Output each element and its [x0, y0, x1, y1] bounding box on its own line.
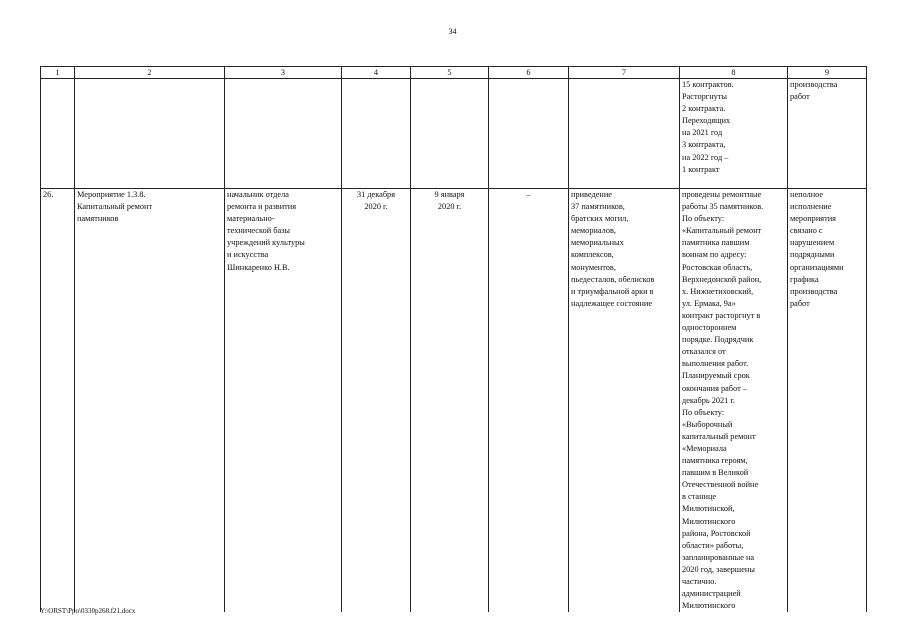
cell-responsible: начальник отдела ремонта и развития материально- технической базы учреждений культуры и искусства Шинкаренко Н.В. [225, 189, 342, 613]
cell-contracts-continued: 15 контрактов. Расторгнуты 2 контракта. Переходящих на 2021 год 3 контракта, на 2022 год – 1 контракт [680, 79, 788, 189]
page-number: 34 [448, 27, 457, 36]
cell-empty [225, 79, 342, 189]
column-header-9: 9 [788, 67, 867, 79]
column-header-1: 1 [41, 67, 75, 79]
cell-empty [569, 79, 680, 189]
column-header-3: 3 [225, 67, 342, 79]
cell-row-number: 26. [41, 189, 75, 613]
cell-empty [75, 79, 225, 189]
cell-empty [411, 79, 489, 189]
cell-col6: – [489, 189, 569, 613]
column-header-5: 5 [411, 67, 489, 79]
cell-problems: неполное исполнение мероприятия связано с нарушением подрядными организациями графика производства работ [788, 189, 867, 613]
column-header-8: 8 [680, 67, 788, 79]
cell-fact-date: 9 января 2020 г. [411, 189, 489, 613]
column-header-4: 4 [342, 67, 411, 79]
column-header-7: 7 [569, 67, 680, 79]
cell-plan-date: 31 декабря 2020 г. [342, 189, 411, 613]
table-row-continued [41, 79, 867, 189]
footer-file-path: Y:\ORST\Ppo\0330p268.f21.docx [40, 607, 136, 615]
header-row [41, 67, 867, 79]
cell-expected-result: приведение 37 памятников, братских могил, мемориалов, мемориальных комплексов, монументов, пьедесталов, обелисков и триумфальной арки в надлежащее состояние [569, 189, 680, 613]
cell-problems-continued: производства работ [788, 79, 867, 189]
cell-actual-result: проведены ремонтные работы 35 памятников. По объекту: «Капитальный ремонт памятника павшим воинам по адресу: Ростовская область, Верхнедонской район, х. Нижнетиховский, ул. Ермака, 9а» контракт расторгнут в одностороннем порядке. Подрядчик отказался от выполнения работ. Планируемый срок окончания работ – декабрь 2021 г. По объекту: «Выборочный капитальный ремонт «Мемориала памятника героям, павшим в Великой Отечественной войне в станице Милютинской, Милютинского района, Ростовской области» работы, запланированные на 2020 год, завершены частично. администрацией Милютинского [680, 189, 788, 613]
cell-empty [489, 79, 569, 189]
cell-activity-name: Мероприятие 1.3.8. Капитальный ремонт памятников [75, 189, 225, 613]
table-row-26 [41, 189, 867, 613]
report-table [40, 66, 867, 612]
cell-empty [342, 79, 411, 189]
column-header-2: 2 [75, 67, 225, 79]
column-header-6: 6 [489, 67, 569, 79]
cell-empty [41, 79, 75, 189]
